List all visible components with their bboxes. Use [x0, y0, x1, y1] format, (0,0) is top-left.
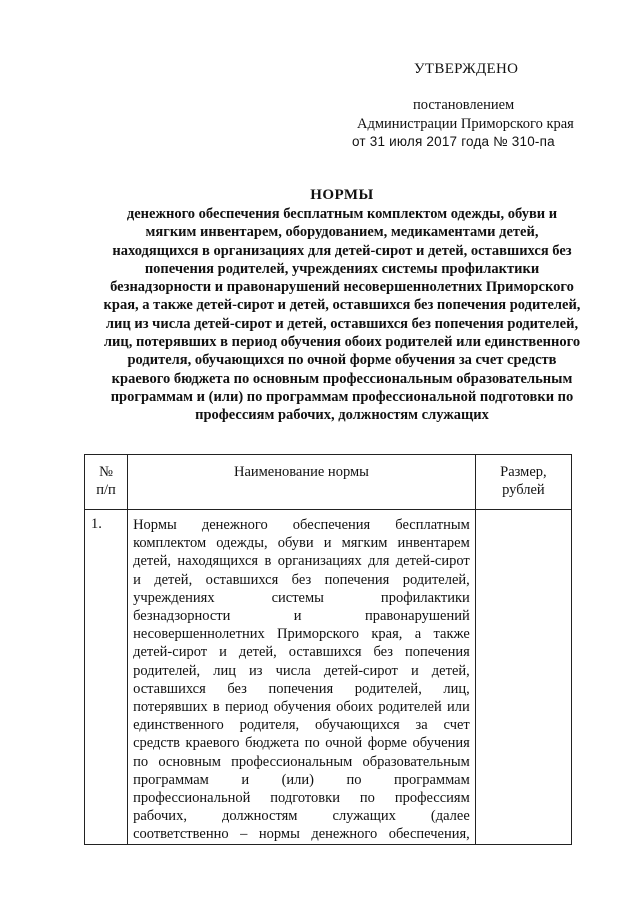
approval-line-2: Администрации Приморского края: [357, 116, 574, 132]
approval-line-1: постановлением: [413, 97, 515, 113]
heading-line: попечения родителей, учреждениях системы профилактики: [144, 260, 540, 277]
heading-line: родителя, обучающихся по очной форме обучения за счет средств: [127, 352, 557, 369]
header-name: [128, 455, 476, 510]
heading-line: программам и (или) по программам профессиональной подготовки по: [110, 388, 574, 405]
heading-line: лиц, потерявших в период обучения обоих родителей или единственного: [103, 334, 581, 351]
header-size-line2: рублей: [502, 482, 545, 498]
row-name-line: детей-сирот и детей, оставшихся без попечения: [133, 644, 470, 661]
row-size: [475, 510, 571, 845]
row-name-line: рабочих, должностям служащих (далее: [133, 808, 470, 825]
row-name-line: комплектом одежды, обуви и мягким инвентарем: [133, 535, 470, 552]
approval-date: от 31 июля 2017 года № 310-па: [352, 134, 555, 149]
row-name: [128, 510, 476, 845]
row-name-line: потерявших в период обучения обоих родителей или: [133, 699, 470, 716]
row-name-line: родителей, лиц из числа детей-сирот и детей,: [133, 662, 470, 679]
header-size-line1: Размер,: [500, 464, 547, 480]
norms-table: [84, 454, 572, 845]
header-number-line1: №: [99, 464, 113, 480]
heading-line: денежного обеспечения бесплатным комплектом одежды, обуви и: [126, 206, 558, 222]
row-name-line: безнадзорности и правонарушений: [133, 608, 470, 625]
row-name-line: по основным профессиональным образовательным: [133, 753, 470, 770]
row-name-line: Нормы денежного обеспечения бесплатным: [133, 517, 470, 533]
row-name-line: программам и (или) по программам: [133, 771, 470, 788]
row-name-line: несовершеннолетних Приморского края, а также: [133, 626, 470, 643]
heading-title: НОРМЫ: [310, 187, 374, 203]
document-heading: [100, 186, 584, 425]
header-name-label: Наименование нормы: [233, 464, 369, 480]
row-name-line: учреждениях системы профилактики: [133, 589, 470, 606]
row-name-line: и детей, оставшихся без попечения родителей,: [133, 571, 470, 588]
row-name-line: оставшихся без попечения родителей, лиц,: [133, 680, 470, 697]
header-size: [475, 455, 571, 510]
row-number: 1.: [85, 510, 128, 845]
header-number: [85, 455, 128, 510]
table-row: [85, 510, 572, 845]
heading-line: лиц из числа детей-сирот и детей, оставшихся без попечения родителей,: [105, 315, 579, 332]
heading-line: края, а также детей-сирот и детей, оставшихся без попечения родителей,: [103, 297, 581, 314]
heading-line: находящихся в организациях для детей-сирот и детей, оставшихся без: [112, 242, 572, 259]
approval-title: УТВЕРЖДЕНО: [414, 61, 519, 77]
row-name-line: детей, находящихся в организациях для детей-сирот: [133, 553, 470, 570]
table-header-row: [85, 455, 572, 510]
header-number-line2: п/п: [96, 482, 116, 498]
row-name-line: единственного родителя, обучающихся за счет: [133, 717, 470, 734]
heading-line: безнадзорности и правонарушений несовершеннолетних Приморского: [110, 279, 574, 296]
heading-line: краевого бюджета по основным профессиональным образовательным: [111, 370, 573, 387]
row-name-line: средств краевого бюджета по очной форме обучения: [133, 735, 470, 752]
row-name-line: соответственно – нормы денежного обеспечения,: [133, 826, 470, 843]
heading-line: профессиям рабочих, должностям служащих: [195, 407, 489, 424]
row-name-line: профессиональной подготовки по профессиям: [133, 790, 470, 807]
heading-line: мягким инвентарем, оборудованием, медикаментами детей,: [145, 224, 539, 241]
